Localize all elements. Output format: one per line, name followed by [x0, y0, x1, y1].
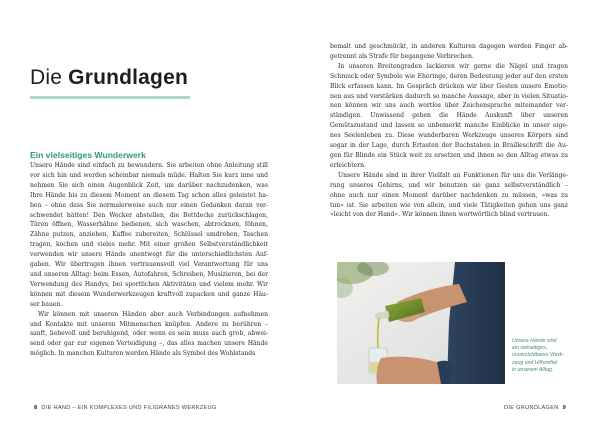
text-line: ohne auch nur einen Moment darüber nachdenken zu müssen, »was zu — [330, 191, 568, 199]
text-line: sanft, liebevoll und beruhigend, oder wenn es sein muss auch grob, abwei- — [30, 330, 268, 338]
text-line: gaben. Wir übertragen ihnen vertrauensvoll viel Verantwortung für uns — [30, 261, 268, 269]
title-underline — [30, 96, 190, 99]
text-line: Unsere Hände sind einfach zu bewundern. Sie arbeiten ohne Anleitung still — [30, 162, 268, 169]
text-line: Schmuck oder Symbole wie Eheringe, deren Bedeutung jeder auf den ersten — [330, 72, 568, 80]
text-line: tun« ist. Sie arbeiten wie von allein, und viele Tätigkeiten gehen uns ganz — [330, 201, 568, 209]
text-line: gen für Blinde ein Stück weit zu ersetzen und ihnen so den Alltag etwas zu — [330, 151, 568, 159]
text-line: In unseren Breitengraden lackieren wir gerne die Nägel und tragen — [338, 62, 568, 70]
text-line: und unseren Alltag: beim Essen, Autofahren, Schreiben, Musizieren, bei der — [30, 270, 268, 278]
text-line: nen können wir uns auch wortlos über Zeichensprache miteinander ver- — [330, 102, 568, 110]
text-line: nehmen Sie sich einen Augenblick Zeit, um darüber nachzudenken, was — [30, 181, 268, 189]
photo-caption — [512, 338, 582, 374]
text-line: schwendet hätten! Den Wecker abstellen, die Bettdecke zurückschlagen, — [30, 211, 268, 219]
footer-running-title-left: DIE HAND – EIN KOMPLEXES UND FILIGRANES WERKZEUG — [41, 405, 217, 411]
right-paragraph-2 — [330, 62, 568, 171]
text-line: Ihre Hände bis zu diesem Moment an diesem Tag schon alles geleistet ha- — [30, 191, 268, 199]
footer-left — [30, 405, 217, 411]
text-line: können mit diesem Wunderwerkzeugen kraftvoll zupacken und ganze Häu- — [30, 290, 268, 298]
text-line: ständigen. Unwissend geben die Hände Auskunft über unseren — [330, 112, 568, 120]
text-line: bemalt und geschmückt, in anderen Kulturen dagegen werden Finger ab- — [330, 43, 568, 50]
text-line: Zähne putzen, anziehen, Kaffee zubereiten, Schlüssel umdrehen, Taschen — [30, 231, 268, 239]
footer-page-number-right: 9 — [562, 405, 566, 411]
text-line: verwenden wir unsere Hände unentwegt für die unterschiedlichsten Auf- — [30, 251, 268, 259]
text-line: ben – ohne dass Sie normalerweise auch nur einen Gedanken daran ver- — [30, 201, 268, 209]
caption-line: Unsere Hände sind — [512, 338, 557, 344]
text-line: Blick erfassen kann. Im Gespräch drücken wir über Gesten unsere Emotio- — [330, 82, 568, 90]
chapter-title — [30, 66, 188, 90]
photo-pouring-oil — [337, 262, 505, 384]
text-line: Verwendung des Handys, bei sportlichen Aktivitäten und vielem mehr. Wir — [30, 280, 268, 288]
text-line: nes Seelenleben zu. Diese wunderbaren Werkzeuge unseres Körpers sind — [330, 132, 568, 140]
text-line: tragen, kochen und vieles mehr. Mit einer großen Selbstverständlichkeit — [30, 241, 268, 249]
caption-line: zeug und Hilfsmittel — [512, 359, 558, 366]
text-line: Gemütszustand und lassen so unbemerkt manche Einblicke in unser eige- — [330, 122, 568, 130]
caption-line: in unserem Alltag. — [512, 366, 554, 373]
right-body-text — [330, 42, 568, 220]
text-line: sogar in der Lage, durch Ertasten der Buchstaben in Brailleschrift die Au- — [330, 142, 568, 150]
text-line: vor sich hin und werden scheinbar niemals müde. Halten Sie kurz inne und — [30, 171, 268, 179]
text-line: Unsere Hände sind in ihrer Vielfalt an Funktionen für uns die Verlänge- — [338, 171, 568, 179]
text-line: Türen öffnen, Wasserhähne bedienen, sich waschen, abtrocknen, föhnen, — [30, 221, 268, 229]
chapter-title-bold: Grundlagen — [68, 66, 188, 89]
left-paragraph-2 — [30, 310, 268, 360]
text-line: Wir können mit unseren Händen aber auch Verbindungen aufnehmen — [38, 310, 268, 318]
text-line: nen aus und verstärken dadurch so manche Aussage, aber in vielen Situatio- — [330, 92, 568, 100]
left-body-text — [30, 161, 268, 359]
text-line: ser bauen. — [30, 300, 63, 308]
text-line: send oder gar zur eigenen Verteidigung –, das alles machen unsere Hände — [30, 340, 268, 348]
text-line: getrennt als Strafe für begangene Verbrechen. — [330, 52, 474, 60]
text-line: und Kontakte mit unseren Mitmenschen knüpfen. Andere zu berühren – — [30, 320, 268, 328]
right-paragraph-3 — [330, 171, 568, 221]
caption-line: ein vielseitiges, — [512, 345, 548, 352]
text-line: »leicht von der Hand«. Wir können ihnen wortwörtlich blind vertrauen. — [330, 211, 550, 219]
text-line: erleichtern. — [330, 161, 366, 169]
chapter-title-light: Die — [30, 66, 69, 89]
left-paragraph-1 — [30, 161, 268, 310]
section-heading: Ein vielseitiges Wunderwerk — [30, 150, 146, 160]
footer-page-number-left: 8 — [34, 405, 38, 411]
caption-line: unverzichtbares Werk- — [512, 352, 564, 359]
footer-right — [504, 405, 570, 411]
text-line: rung unseres Gehirns, und wir benutzen sie ganz selbstverständlich – — [330, 181, 568, 189]
right-paragraph-1 — [330, 42, 568, 62]
footer-running-title-right: DIE GRUNDLAGEN — [504, 405, 559, 411]
text-line: möglich. In manchen Kulturen werden Hände als Symbol des Wohlstands — [30, 350, 256, 358]
photo-illustration — [337, 262, 505, 384]
